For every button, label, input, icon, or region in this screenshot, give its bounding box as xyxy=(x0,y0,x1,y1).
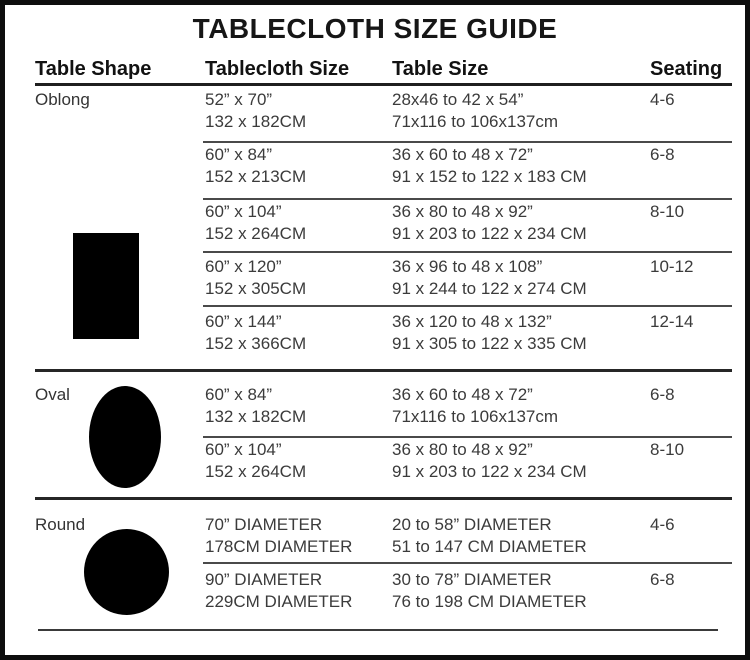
table-row-cell-tablesize xyxy=(392,514,587,558)
tablecloth-size-inches: 60” x 104” xyxy=(205,202,282,221)
section-divider xyxy=(35,369,732,372)
table-row-cell-tablecloth xyxy=(205,311,306,355)
row-separator xyxy=(203,141,732,143)
section-label-round: Round xyxy=(35,515,86,534)
column-header-table-size: Table Size xyxy=(392,58,489,80)
table-size-cm: 91 x 203 to 122 x 234 CM xyxy=(392,462,587,481)
table-row-cell-tablesize xyxy=(392,144,587,188)
section-label-oval: Oval xyxy=(35,385,70,404)
tablecloth-size-cm: 152 x 213CM xyxy=(205,167,307,186)
table-size-inches: 36 x 60 to 48 x 72” xyxy=(392,385,533,404)
table-size-inches: 36 x 60 to 48 x 72” xyxy=(392,145,533,164)
tablecloth-size-inches: 60” x 84” xyxy=(205,145,273,164)
tablecloth-size-cm: 152 x 305CM xyxy=(205,279,307,298)
table-size-cm: 91 x 244 to 122 x 274 CM xyxy=(392,279,587,298)
tablecloth-size-inches: 60” x 120” xyxy=(205,257,282,276)
table-row-cell-tablecloth xyxy=(205,201,306,245)
oval-shape-icon xyxy=(89,386,161,488)
seating-value: 10-12 xyxy=(650,257,694,276)
tablecloth-size-cm: 152 x 264CM xyxy=(205,224,307,243)
table-size-inches: 30 to 78” DIAMETER xyxy=(392,570,552,589)
table-row-cell-tablecloth xyxy=(205,89,306,133)
tablecloth-size-cm: 178CM DIAMETER xyxy=(205,537,353,556)
tablecloth-size-inches: 60” x 84” xyxy=(205,385,273,404)
seating-value: 12-14 xyxy=(650,312,694,331)
header-underline xyxy=(35,83,732,86)
table-size-cm: 51 to 147 CM DIAMETER xyxy=(392,537,587,556)
row-separator xyxy=(203,251,732,253)
seating-value: 4-6 xyxy=(650,90,675,109)
seating-value: 8-10 xyxy=(650,440,685,459)
tablecloth-size-cm: 229CM DIAMETER xyxy=(205,592,353,611)
tablecloth-size-cm: 132 x 182CM xyxy=(205,407,307,426)
table-row-cell-tablecloth xyxy=(205,256,306,300)
table-row-cell-tablecloth xyxy=(205,144,306,188)
table-row-cell-tablesize xyxy=(392,569,587,613)
row-separator xyxy=(203,198,732,200)
section-label-oblong: Oblong xyxy=(35,90,90,109)
table-size-cm: 91 x 203 to 122 x 234 CM xyxy=(392,224,587,243)
table-size-cm: 71x116 to 106x137cm xyxy=(392,407,559,426)
bottom-rule xyxy=(38,629,718,631)
seating-value: 4-6 xyxy=(650,515,675,534)
seating-value: 8-10 xyxy=(650,202,685,221)
tablecloth-size-cm: 152 x 264CM xyxy=(205,462,307,481)
table-size-inches: 36 x 80 to 48 x 92” xyxy=(392,202,533,221)
seating-value: 6-8 xyxy=(650,570,675,589)
table-row-cell-tablesize xyxy=(392,201,587,245)
table-size-cm: 91 x 305 to 122 x 335 CM xyxy=(392,334,587,353)
table-size-cm: 91 x 152 to 122 x 183 CM xyxy=(392,167,587,186)
oblong-shape-icon xyxy=(73,233,139,339)
page-title: TABLECLOTH SIZE GUIDE xyxy=(192,13,558,44)
table-row-cell-tablesize xyxy=(392,89,558,133)
row-separator xyxy=(203,562,732,564)
table-row-cell-tablesize xyxy=(392,311,587,355)
table-row-cell-tablecloth xyxy=(205,439,306,483)
table-row-cell-tablesize xyxy=(392,384,558,428)
round-shape-icon xyxy=(84,529,169,615)
column-header-table-shape: Table Shape xyxy=(35,58,152,80)
table-row-cell-tablesize xyxy=(392,439,587,483)
tablecloth-size-inches: 60” x 144” xyxy=(205,312,282,331)
tablecloth-size-inches: 70” DIAMETER xyxy=(205,515,323,534)
row-separator xyxy=(203,305,732,307)
table-size-inches: 28x46 to 42 x 54” xyxy=(392,90,524,109)
table-row-cell-tablecloth xyxy=(205,569,352,613)
seating-value: 6-8 xyxy=(650,145,675,164)
tablecloth-size-cm: 152 x 366CM xyxy=(205,334,307,353)
row-separator xyxy=(203,436,732,438)
table-row-cell-tablecloth xyxy=(205,384,306,428)
tablecloth-size-inches: 52” x 70” xyxy=(205,90,273,109)
table-size-inches: 36 x 96 to 48 x 108” xyxy=(392,257,543,276)
table-size-cm: 71x116 to 106x137cm xyxy=(392,112,559,131)
tablecloth-size-inches: 60” x 104” xyxy=(205,440,282,459)
table-size-cm: 76 to 198 CM DIAMETER xyxy=(392,592,587,611)
column-header-seating: Seating xyxy=(650,58,723,80)
table-row-cell-tablesize xyxy=(392,256,587,300)
table-row-cell-tablecloth xyxy=(205,514,352,558)
section-divider xyxy=(35,497,732,500)
table-size-inches: 36 x 120 to 48 x 132” xyxy=(392,312,552,331)
table-size-inches: 20 to 58” DIAMETER xyxy=(392,515,552,534)
column-header-tablecloth-size: Tablecloth Size xyxy=(205,58,350,80)
tablecloth-size-inches: 90” DIAMETER xyxy=(205,570,323,589)
seating-value: 6-8 xyxy=(650,385,675,404)
tablecloth-size-cm: 132 x 182CM xyxy=(205,112,307,131)
table-size-inches: 36 x 80 to 48 x 92” xyxy=(392,440,533,459)
